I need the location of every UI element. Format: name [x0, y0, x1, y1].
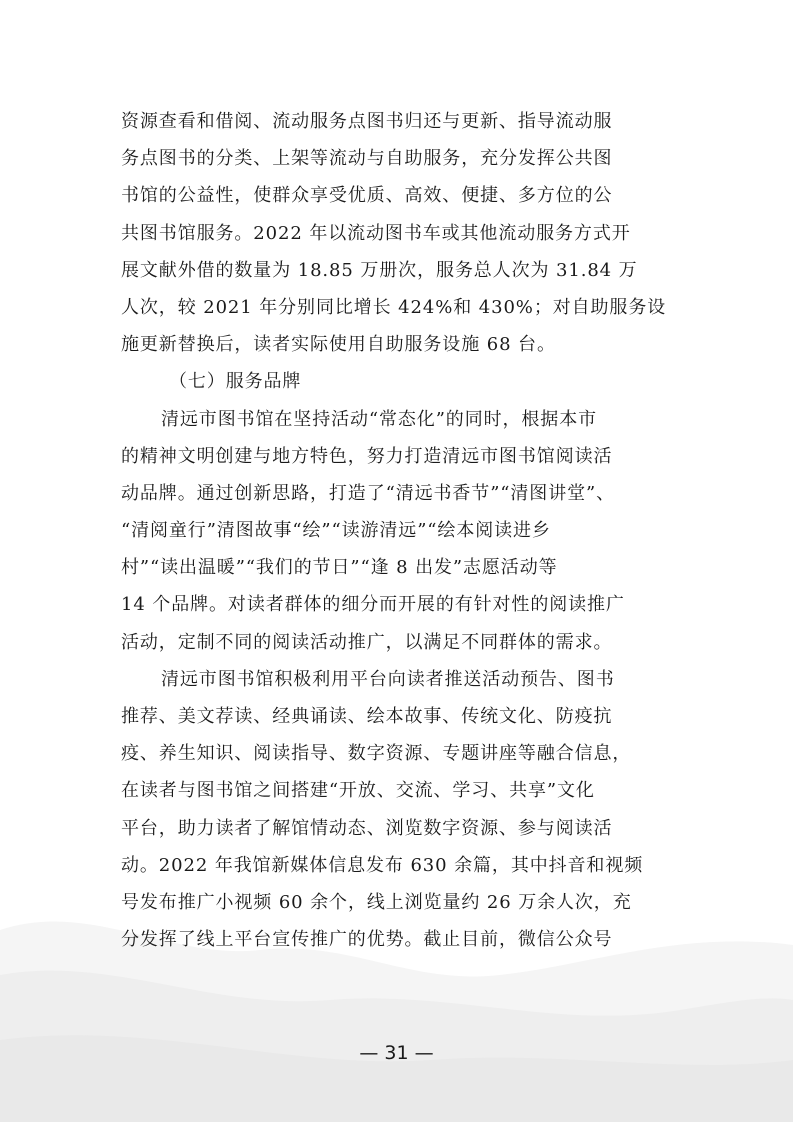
paragraph-line: 疫、养生知识、阅读指导、数字资源、专题讲座等融合信息，	[121, 743, 632, 765]
document-body	[121, 103, 681, 958]
paragraph-line: 人次，较 2021 年分别同比增长 424%和 430%；对自助服务设	[121, 296, 667, 318]
paragraph-line: 14 个品牌。对读者群体的细分而开展的有针对性的阅读推广	[121, 594, 625, 616]
paragraph-line: 清远市图书馆积极利用平台向读者推送活动预告、图书	[161, 668, 615, 690]
paragraph-line: 动品牌。通过创新思路，打造了“清远书香节”“清图讲堂”、	[121, 482, 616, 504]
paragraph-line: 的精神文明创建与地方特色，努力打造清远市图书馆阅读活	[121, 445, 613, 467]
paragraph-line: 村”“读出温暖”“我们的节日”“逢 8 出发”志愿活动等	[121, 557, 558, 579]
paragraph-line: 书馆的公益性，使群众享受优质、高效、便捷、多方位的公	[121, 185, 613, 207]
paragraph-line: 展文献外借的数量为 18.85 万册次，服务总人次为 31.84 万	[121, 259, 638, 281]
paragraph-line: 务点图书的分类、上架等流动与自助服务，充分发挥公共图	[121, 148, 613, 170]
paragraph-line: 施更新替换后，读者实际使用自助服务设施 68 台。	[121, 334, 556, 356]
paragraph-line: 推荐、美文荐读、经典诵读、绘本故事、传统文化、防疫抗	[121, 706, 613, 727]
paragraph-line: 平台，助力读者了解馆情动态、浏览数字资源、参与阅读活	[121, 817, 613, 839]
paragraph-line: 活动，定制不同的阅读活动推广，以满足不同群体的需求。	[121, 631, 613, 653]
paragraph-line: 清远市图书馆在坚持活动“常态化”的同时，根据本市	[161, 408, 598, 430]
page-number: — 31 —	[359, 1042, 434, 1064]
paragraph-line: 动。2022 年我馆新媒体信息发布 630 余篇，其中抖音和视频	[121, 854, 644, 876]
paragraph-line: 号发布推广小视频 60 余个，线上浏览量约 26 万余人次，充	[121, 891, 632, 913]
paragraph-line: 资源查看和借阅、流动服务点图书归还与更新、指导流动服	[121, 111, 613, 132]
section-heading: （七）服务品牌	[169, 371, 302, 393]
paragraph-line: 在读者与图书馆之间搭建“开放、交流、学习、共享”文化	[121, 780, 595, 802]
paragraph-line: 分发挥了线上平台宣传推广的优势。截止目前，微信公众号	[121, 929, 613, 951]
paragraph-line: 共图书馆服务。2022 年以流动图书车或其他流动服务方式开	[121, 222, 631, 244]
paragraph-line: “清阅童行”清图故事“绘”“读游清远”“绘本阅读进乡	[121, 520, 551, 542]
